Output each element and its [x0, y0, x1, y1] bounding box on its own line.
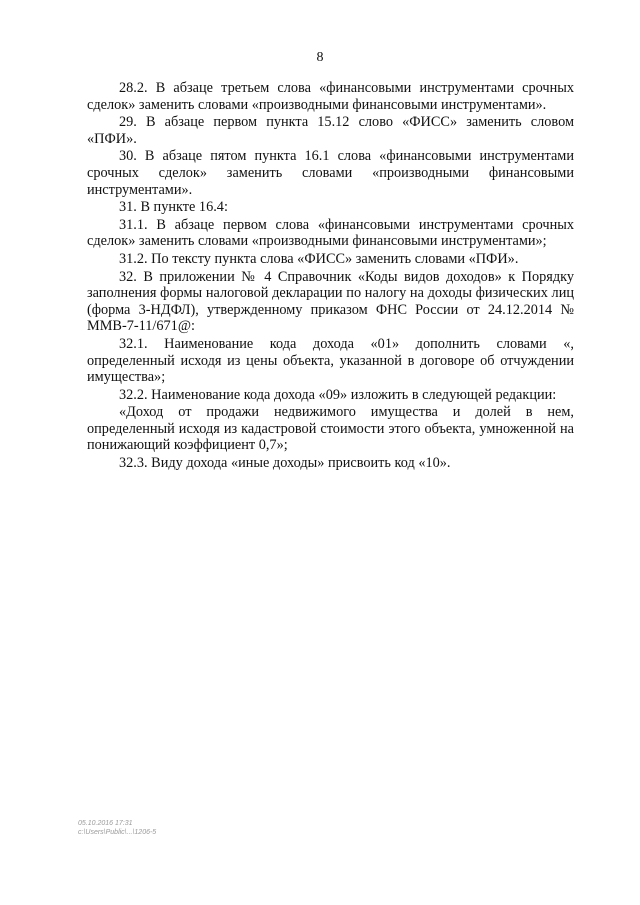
page-number: 8	[316, 50, 324, 65]
document-body	[87, 80, 574, 473]
paragraph-32-2: 32.2. Наименование кода дохода «09» изложить в следующей редакции:	[119, 386, 557, 403]
paragraph-30: 30. В абзаце пятом пункта 16.1 слова «финансовыми инструментами срочных сделок» заменить словами «производными финансовыми инструментами».	[87, 148, 574, 198]
paragraph-29: 29. В абзаце первом пункта 15.12 слово «ФИСС» заменить словом «ПФИ».	[87, 114, 574, 147]
paragraph-31-2: 31.2. По тексту пункта слова «ФИСС» заменить словами «ПФИ».	[119, 250, 519, 267]
paragraph-31-1: 31.1. В абзаце первом слова «финансовыми инструментами срочных сделок» заменить словами «производными финансовыми инструментами»;	[87, 216, 574, 250]
paragraph-28-2: 28.2. В абзаце третьем слова «финансовыми инструментами срочных сделок» заменить словами «производными финансовыми инструментами».	[87, 80, 574, 113]
footer-line-2: c:\Users\Public\...\1206-5	[78, 829, 157, 836]
paragraph-32: 32. В приложении № 4 Справочник «Коды видов доходов» к Порядку заполнения формы налоговой декларации по налогу на доходы физических лиц (форма 3-НДФЛ), утвержденному приказом ФНС России от 24.12.2014 № ММВ-7-11/671@:	[87, 268, 574, 335]
paragraph-32-3: 32.3. Виду дохода «иные доходы» присвоить код «10».	[119, 455, 451, 472]
paragraph-31: 31. В пункте 16.4:	[119, 199, 228, 216]
paragraph-32-1: 32.1. Наименование кода дохода «01» дополнить словами «, определенный исходя из цены объекта, указанной в договоре об отчуждении имущества»;	[87, 335, 574, 386]
paragraph-quote: «Доход от продажи недвижимого имущества и долей в нем, определенный исходя из кадастровой стоимости этого объекта, умноженной на понижающий коэффициент 0,7»;	[87, 404, 574, 454]
document-footer	[78, 819, 156, 837]
footer-line-1: 05.10.2016 17:31	[78, 820, 133, 827]
